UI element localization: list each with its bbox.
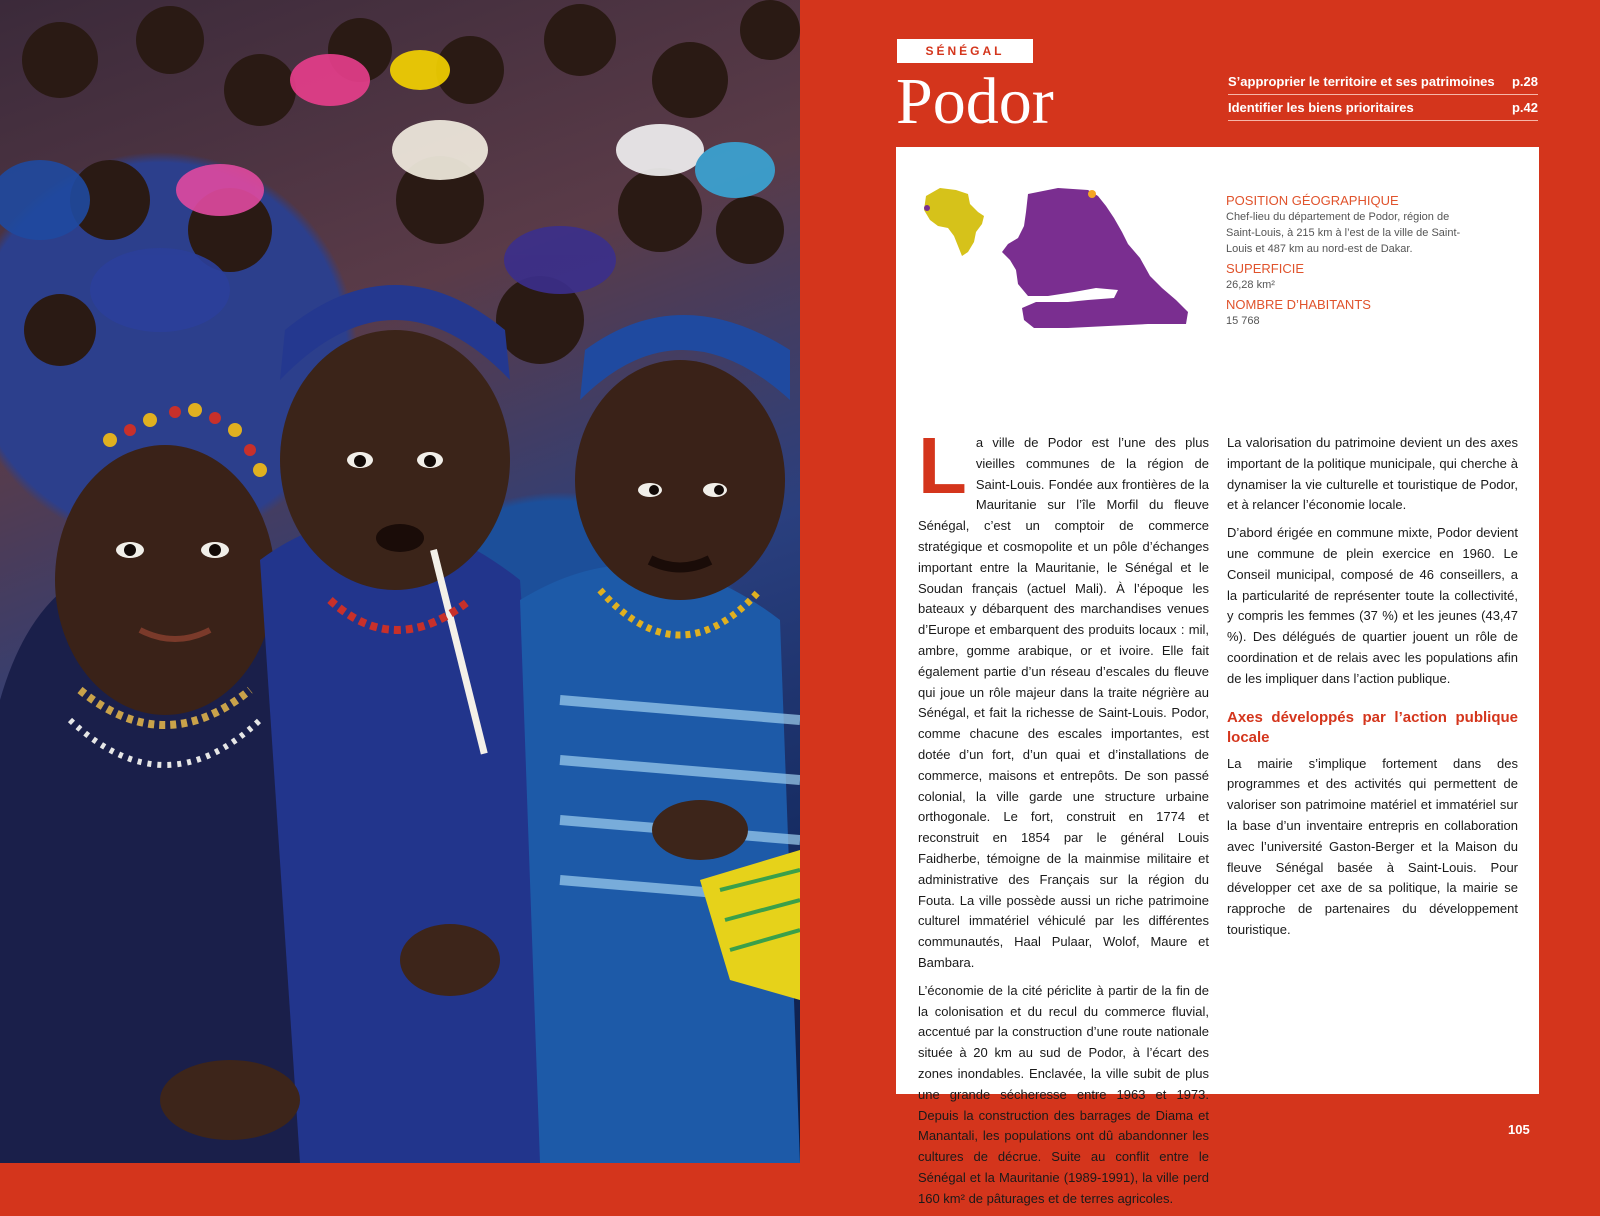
position-heading: POSITION GÉOGRAPHIQUE — [1226, 193, 1399, 208]
area-heading: SUPERFICIE — [1226, 261, 1305, 276]
page-title: Podor — [896, 65, 1054, 138]
population-value: 15 768 — [1226, 315, 1260, 327]
paragraph: L’économie de la cité périclite à partir de la fin de la colonisation et du recul du commerce fluvial, accentué par la construction d’une route nationale située à 20 km au sud de Podor, à l’écart des zones inondables. Enclavée, la ville subit de plus une grande sécheresse entre 1963 et 1973. Depuis la construction des barrages de Diama et Manantali, les populations ont dû abandonner les cultures de décrue. Suite au conflit entre le Sénégal et la Mauritanie (1989-1991), la ville perd 160 km² de pâturages et de terres agricoles. — [918, 982, 1209, 1206]
photo-illustration — [0, 0, 800, 1163]
population-heading: NOMBRE D’HABITANTS — [1226, 297, 1371, 312]
crossref-page: p.28 — [1511, 74, 1538, 89]
africa-map-icon — [924, 188, 984, 256]
text-column-left — [918, 421, 1209, 1216]
crossref-link[interactable] — [1228, 95, 1538, 121]
location-maps — [918, 184, 1208, 334]
crossref-link[interactable] — [1228, 71, 1538, 95]
country-tag: SÉNÉGAL — [897, 39, 1033, 63]
paragraph-text: a ville de Podor est l’une des plus vieilles communes de la région de Saint-Louis. Fondée aux frontières de la Mauritanie sur l’île Morfil du fleuve Sénégal, c’est un comptoir de commerce stratégique et cosmopolite et un pôle d’échanges important entre la Mauritanie, le Sénégal et le Soudan français (actuel Mali). À l’époque les bateaux y débarquent des marchandises venues d’Europe et embarquent des produits locaux : mil, ambre, gomme arabique, or et ivoire. Elle fait également partie d’un réseau d’escales du fleuve qui joue un rôle majeur dans la traite négrière au Sénégal, et fait la richesse de Saint-Louis. Podor, comme chacune des escales importantes, est dotée d’un fort, d’un quai et d’installations de commerce, maisons et entrepôts. De son passé colonial, la ville garde une structure urbaine orthogonale. Le fort, construit en 1774 et reconstruit en 1854 par le général Louis Faidherbe, témoigne de la mainmise militaire et administrative des Français sur la région du Fouta. La ville possède aussi un riche patrimoine culturel immatériel véhiculé par les différentes communautés, Haal Pulaar, Wolof, Maure et Bambara. — [918, 435, 1209, 970]
cross-references — [1228, 71, 1538, 121]
podor-location-icon — [1088, 190, 1096, 198]
dropcap: L — [918, 421, 967, 510]
senegal-locator-icon — [924, 205, 930, 211]
text-column-right — [1227, 433, 1518, 948]
crossref-page: p.42 — [1511, 100, 1538, 115]
position-text: Chef-lieu du département de Podor, région de Saint-Louis, à 215 km à l’est de la ville de Saint-Louis et 487 km au nord-est de Dakar. — [1226, 211, 1461, 255]
crossref-label: S’approprier le territoire et ses patrimoines — [1228, 74, 1495, 89]
crossref-label: Identifier les biens prioritaires — [1228, 100, 1414, 115]
area-value: 26,28 km² — [1226, 279, 1275, 291]
section-subheading: Axes développés par l’action publique locale — [1227, 708, 1518, 746]
paragraph: La valorisation du patrimoine devient un des axes important de la politique municipale, qui cherche à dynamiser la vie culturelle et touristique de Podor, et à relancer l’économie locale. — [1227, 435, 1518, 513]
cover-photo — [0, 0, 800, 1163]
page-number: 105 — [1508, 1122, 1530, 1137]
paragraph — [918, 421, 1209, 974]
info-panel — [1226, 189, 1466, 329]
senegal-map-icon — [1002, 188, 1188, 328]
paragraph: La mairie s’implique fortement dans des programmes et des activités qui permettent de valoriser son patrimoine matériel et immatériel sur la base d’un inventaire entrepris en collaboration avec l’université Gaston-Berger et la Maison du fleuve Sénégal basée à Saint-Louis. Pour développer cet axe de sa politique, la mairie se rapproche de partenaires du développement touristique. — [1227, 755, 1518, 937]
paragraph: D’abord érigée en commune mixte, Podor devient une commune de plein exercice en 1960. Le Conseil municipal, composé de 46 conseillers, a la particularité de représenter toute la collectivité, y compris les femmes (37 %) et les jeunes (43,47 %). Des délégués de quartier jouent un rôle de coordination et de relais avec les populations afin de les impliquer dans l’action publique. — [1227, 525, 1518, 686]
